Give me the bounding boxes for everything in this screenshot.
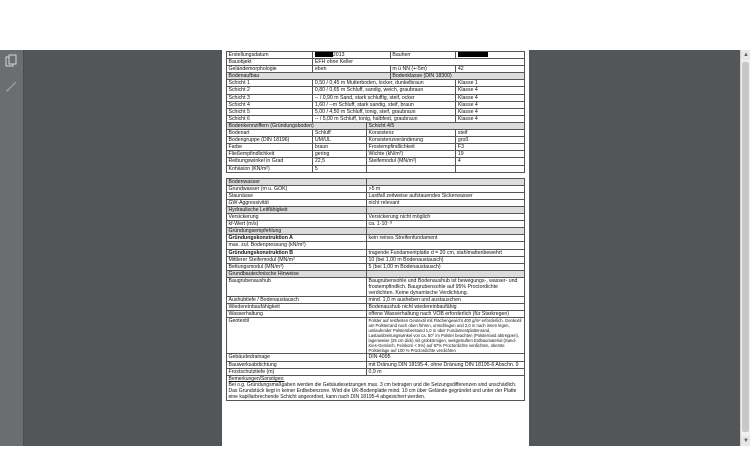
prop-value: gering	[313, 151, 367, 158]
layer-class: Klasse 1	[456, 80, 525, 87]
section-heading: Bodenkennziffern (Gründungsboden)	[227, 122, 367, 129]
table-row	[227, 130, 525, 137]
cell-label: Bauherr	[390, 52, 456, 59]
table-row	[227, 94, 525, 101]
row-value: nicht relevant	[367, 199, 525, 206]
row-value	[367, 228, 525, 235]
table-row	[227, 256, 525, 263]
table-row	[227, 80, 525, 87]
row-label: Geotextil	[227, 318, 367, 354]
prop-label	[367, 165, 456, 172]
row-value: offene Wasserhaltung nach VOB erforderlich (für Starkregen)	[367, 311, 525, 318]
scroll-down-icon[interactable]: ▼	[741, 436, 750, 446]
cell-client	[456, 52, 525, 59]
table-row	[227, 87, 525, 94]
prop-value: steif	[456, 130, 525, 137]
row-label: Frostschutztiefe (m)	[227, 368, 367, 375]
layer-description: -- / 0,90 m Sand, stark schluffig, steif, ocker	[313, 94, 456, 101]
cell-label: m ü NN (+-5m)	[390, 66, 456, 73]
table-row	[227, 235, 525, 242]
row-label: Gründungsempfehlung	[227, 228, 367, 235]
pen-icon[interactable]	[4, 80, 19, 95]
prop-label: Kohäsion (KN/m²)	[227, 165, 313, 172]
prop-label: Steifemodul (MN/m²)	[367, 158, 456, 165]
row-value: Lastfall zeitweise aufstauendes Sickerwasser	[367, 192, 525, 199]
table-row	[227, 59, 525, 66]
cell-value: eben	[313, 66, 390, 73]
redaction-block	[458, 52, 488, 57]
layer-name: Schicht 5	[227, 108, 313, 115]
row-label: kf-Wert (m/s)	[227, 221, 367, 228]
top-margin	[0, 0, 750, 50]
row-label: Gründungskonstruktion B	[227, 249, 367, 256]
report-table	[226, 51, 525, 401]
row-label: Hydraulische Leitfähigkeit	[227, 206, 367, 213]
cell-value: Schicht 4/5	[367, 122, 525, 129]
section-heading: Bodenaufbau	[227, 73, 391, 80]
remarks-label: Bemerkungen/Sonstiges:	[228, 375, 285, 382]
table-row	[227, 137, 525, 144]
layer-class: Klasse 4	[456, 108, 525, 115]
table-row	[227, 249, 525, 256]
layer-name: Schicht 2	[227, 87, 313, 94]
row-label: GW-Aggressivität	[227, 199, 367, 206]
layer-description: 1,60 / --m Schluff, stark sandig, steif, braun	[313, 101, 456, 108]
table-row	[227, 214, 525, 221]
layer-description: 0,50 / 0,45 m Mutterboden, locker, dunkelbraun	[313, 80, 456, 87]
cell-label: Erstellungsdatum	[227, 52, 313, 59]
table-row	[227, 277, 525, 296]
table-row	[227, 206, 525, 213]
cell-value: 42	[456, 66, 525, 73]
row-label: Wiedereinbaufähigkeit	[227, 304, 367, 311]
cell-date	[313, 52, 390, 59]
row-label: Wasserhaltung	[227, 311, 367, 318]
row-value: tragende Fundamentplatte d = 20 cm, stahlmattenbewehrt	[367, 249, 525, 256]
scroll-up-icon[interactable]: ▲	[741, 50, 750, 60]
row-label: Mittlerer Steifemodul (MN/m²	[227, 256, 367, 263]
row-label: Bettungsmodul (MN/m³)	[227, 263, 367, 270]
row-label: Versickerung	[227, 214, 367, 221]
row-value: Bodenaushub nicht wiedereinbaufähig	[367, 304, 525, 311]
prop-value	[456, 165, 525, 172]
table-row	[227, 263, 525, 270]
table-row	[227, 115, 525, 122]
prop-label: Fließempfindlichkeit	[227, 151, 313, 158]
row-label: Gebäudedrainage	[227, 354, 367, 361]
row-value: 5 (bei 1,00 m Bodenaustausch)	[367, 263, 525, 270]
row-value: mit Dränung DIN 18195-4, ohne Dränung DIN 18195-6 Abschn. 9	[367, 361, 525, 368]
table-row	[227, 228, 525, 235]
table-row	[227, 199, 525, 206]
row-label: Baugrubenaushub	[227, 277, 367, 296]
remarks-cell	[227, 375, 525, 400]
table-row	[227, 304, 525, 311]
table-row	[227, 318, 525, 354]
layer-class: Klasse 4	[456, 115, 525, 122]
cell-label: Geländemorphologie	[227, 66, 313, 73]
table-row	[227, 221, 525, 228]
layer-class: Klasse 4	[456, 87, 525, 94]
table-row	[227, 242, 525, 249]
table-row	[227, 101, 525, 108]
layer-class: Klasse 4	[456, 94, 525, 101]
layer-name: Schicht 4	[227, 101, 313, 108]
cell-value: EFH ohne Keller	[313, 59, 525, 66]
table-row	[227, 297, 525, 304]
table-row	[227, 178, 525, 185]
table-row	[227, 270, 525, 277]
table-row	[227, 192, 525, 199]
row-value: 0,9 m	[367, 368, 525, 375]
row-value	[367, 270, 525, 277]
table-row	[227, 165, 525, 172]
prop-value: 5	[313, 165, 367, 172]
prop-value: UM/UL	[313, 137, 367, 144]
cell-value: Bodenklasse (DIN 18300)	[390, 73, 524, 80]
redaction-block	[315, 52, 333, 57]
row-label: Staunässe	[227, 192, 367, 199]
document-page	[222, 50, 529, 446]
table-row	[227, 66, 525, 73]
row-value	[367, 242, 525, 249]
row-value: mind. 1,0 m ausheben und austauschen	[367, 297, 525, 304]
row-label: Bauwerksabdichtung	[227, 361, 367, 368]
table-row	[227, 361, 525, 368]
table-row	[227, 144, 525, 151]
table-row	[227, 108, 525, 115]
prop-value: groß	[456, 137, 525, 144]
table-row	[227, 375, 525, 400]
row-label: Gründungskonstruktion A	[227, 235, 367, 242]
table-row	[227, 158, 525, 165]
row-value: Versickerung nicht möglich	[367, 214, 525, 221]
row-value: ca. 1·10⁻⁸	[367, 221, 525, 228]
row-value: DIN 4095	[367, 354, 525, 361]
row-value: kein reines Streifenfundament	[367, 235, 525, 242]
viewer-sidebar	[0, 50, 24, 446]
prop-label: Konsistenzveränderung	[367, 137, 456, 144]
table-row	[227, 73, 525, 80]
row-value: Baugrubensohle und Bodenaushub ist bewegungs-, wasser- und frostempfindlich. Baugrubensohle auf 95% Proctordichte verdichten. Keine dynamische Verdichtung.	[367, 277, 525, 296]
prop-label: Bodengruppe (DIN 18196)	[227, 137, 313, 144]
layer-name: Schicht 6	[227, 115, 313, 122]
row-value: >5 m	[367, 185, 525, 192]
table-row	[227, 185, 525, 192]
date-year: 2013	[332, 52, 345, 58]
table-row	[227, 52, 525, 59]
prop-value: 19	[456, 151, 525, 158]
row-label: Grundbautechnische Hinweise	[227, 270, 367, 277]
layer-name: Schicht 3	[227, 94, 313, 101]
row-label: max. zul. Bodenpressung (kN/m²)	[227, 242, 367, 249]
layer-class: Klasse 4	[456, 101, 525, 108]
prop-label: Farbe	[227, 144, 313, 151]
prop-value: braun	[313, 144, 367, 151]
prop-value: 22,5	[313, 158, 367, 165]
document-viewer[interactable]	[0, 50, 750, 446]
layer-description: 0,80 / 0,65 m Schluff, sandig, weich, graubraun	[313, 87, 456, 94]
layer-description: -- / 5,00 m Schluff, tonig, halbfest, graubraun	[313, 115, 456, 122]
prop-label: Wichte (kN/m³)	[367, 151, 456, 158]
vertical-scrollbar[interactable]	[740, 50, 750, 446]
table-row	[227, 122, 525, 129]
scrollbar-thumb[interactable]	[742, 62, 749, 432]
prop-value: F3	[456, 144, 525, 151]
table-row	[227, 354, 525, 361]
table-row	[227, 311, 525, 318]
document-pages-icon[interactable]	[4, 54, 19, 69]
row-value: 10 (bei 1,00 m Bodenaustausch)	[367, 256, 525, 263]
prop-label: Bodenart	[227, 130, 313, 137]
prop-value: 4	[456, 158, 525, 165]
cell-label: Bauobjekt	[227, 59, 313, 66]
row-value: Polster auf restfesten Geotextil mit Flächengewicht 400 g/m² erforderlich. Geotextil am Polsterrand nach oben führen, umschlagen und 2,0 m nach innen legen, umlaufender Polsterüberstand 1,0 m über Fundamentplattenrand, Lastausbreitungswinkel von ca. 50° im Polster beachten (Polsterrand abtreppen), lagenweise (25 cm dick) mit grobkörnigen, weitgestuften Erdbaumaterial (Sand-Kies-Gemisch, Feinkorn < 5%) auf 97% Proctordichte verdichten, oberste Polsterlage auf 100 % Proctordichte verdichten	[367, 318, 525, 354]
prop-label: Konsistenz	[367, 130, 456, 137]
row-label: Aushubtiefe / Bodenaustausch	[227, 297, 367, 304]
layer-description: 5,00 / 4,50 m Schluff, tonig, steif, graubraun	[313, 108, 456, 115]
table-row	[227, 368, 525, 375]
row-value	[367, 178, 525, 185]
prop-value: Schluff	[313, 130, 367, 137]
prop-label: Reibungswinkel in Grad	[227, 158, 313, 165]
row-label: Grundwasser (m u. GOK)	[227, 185, 367, 192]
table-row	[227, 151, 525, 158]
row-value	[367, 206, 525, 213]
lower-rows	[227, 178, 525, 375]
remarks-text: Bei o.g. Gründungsmaßgaben werden die Gebäudesetzungen max. 3 cm betragen und die Setzungsdifferenzen sind unschädlich. Das Grundstück liegt in keiner Erdbebenzone. Wird die UK-Bodenplatte mind. 10 cm über Gelände gegründet und unter der Platte eine kapillarbrechende Schicht angeordnet, kann nach DIN 18195-4 abgesichert werden.	[228, 381, 517, 400]
prop-label: Frostempfindlichkeit	[367, 144, 456, 151]
layer-name: Schicht 1	[227, 80, 313, 87]
row-label: Bodenwasser	[227, 178, 367, 185]
bottom-margin	[0, 446, 750, 450]
